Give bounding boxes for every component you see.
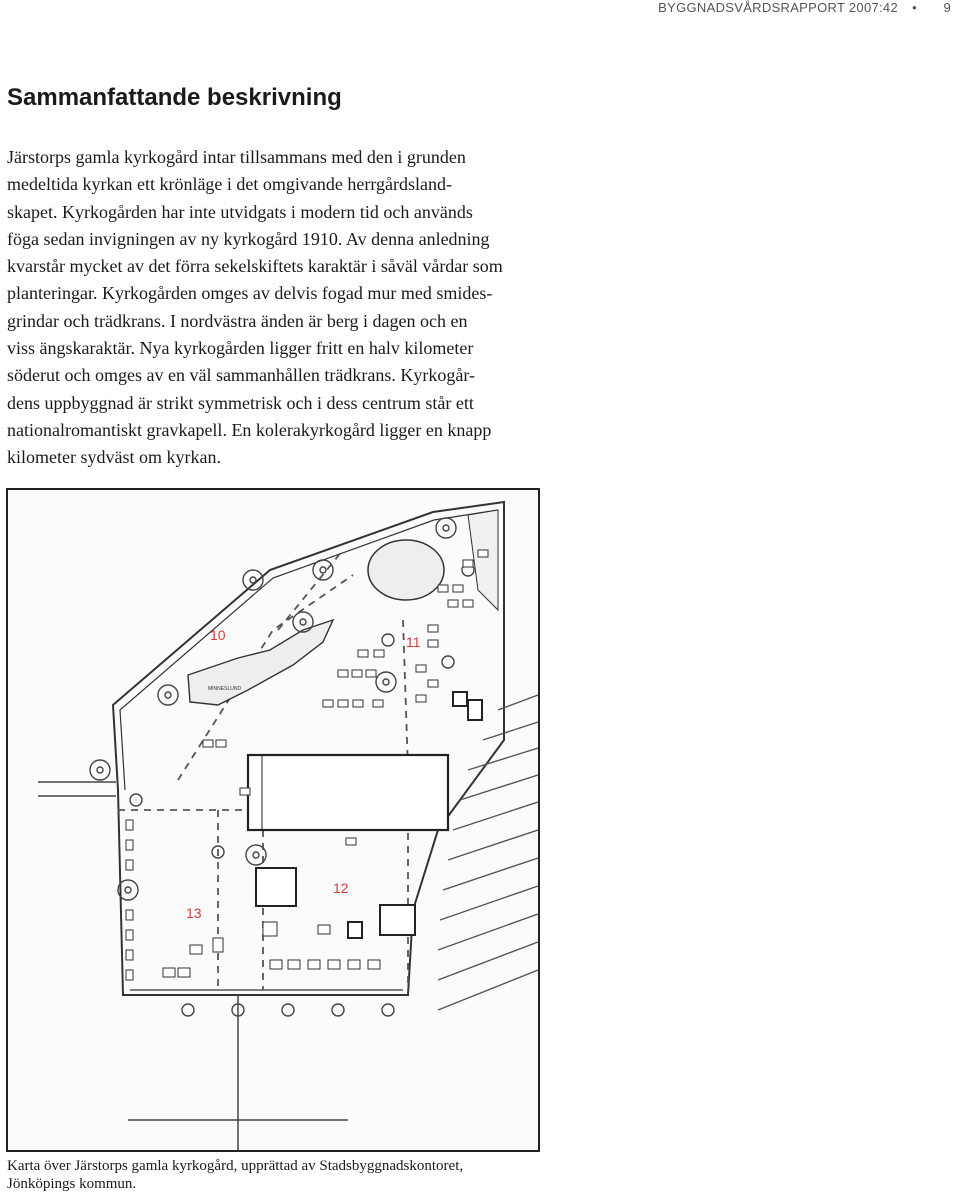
page-number: 9 — [943, 0, 951, 15]
section-heading: Sammanfattande beskrivning — [7, 84, 342, 111]
body-line: skapet. Kyrkogården har inte utvidgats i modern tid och används — [7, 201, 473, 222]
body-line: föga sedan invigningen av ny kyrkogård 1910. Av denna anledning — [7, 228, 490, 249]
tomb-enclosure — [380, 905, 415, 935]
body-line: söderut och omges av en väl sammanhållen trädkrans. Kyrkogår- — [7, 365, 475, 386]
section-label: 12 — [333, 880, 349, 896]
chapel — [248, 755, 448, 830]
tomb-enclosure — [468, 700, 482, 720]
tomb-enclosure — [256, 868, 296, 906]
body-line: kilometer sydväst om kyrkan. — [7, 447, 221, 468]
grove — [368, 540, 444, 600]
report-title: BYGGNADSVÅRDSRAPPORT 2007:42 — [658, 0, 898, 15]
section-label: 13 — [186, 905, 202, 921]
tomb-enclosure — [348, 922, 362, 938]
cemetery-map-drawing — [8, 490, 538, 1150]
caption-line: Jönköpings kommun. — [7, 1176, 137, 1192]
body-line: planteringar. Kyrkogården omges av delvis fogad mur med smides- — [7, 283, 493, 304]
body-line: dens uppbyggnad är strikt symmetrisk och i dess centrum står ett — [7, 392, 474, 413]
stone-label: MINNESLUND — [208, 686, 242, 692]
body-line: kvarstår mycket av det förra sekelskiftets karaktär i såväl vårdar som — [7, 256, 503, 277]
caption-line: Karta över Järstorps gamla kyrkogård, upprättad av Stadsbyggnadskontoret, — [7, 1158, 464, 1174]
body-line: Järstorps gamla kyrkogård intar tillsammans med den i grunden — [7, 147, 466, 167]
tomb-enclosure — [453, 692, 467, 706]
cemetery-map — [6, 488, 540, 1152]
figure-caption — [7, 1157, 567, 1193]
body-line: viss ängskaraktär. Nya kyrkogården ligger fritt en halv kilometer — [7, 338, 474, 359]
header-separator: • — [912, 0, 917, 15]
section-label: 10 — [210, 627, 226, 643]
section-label: 11 — [406, 634, 421, 650]
body-line: nationalromantiskt gravkapell. En kolerakyrkogård ligger en knapp — [7, 419, 492, 440]
boundary-wall — [113, 502, 504, 995]
body-line: medeltida kyrkan ett krönläge i det omgivande herrgårdsland- — [7, 174, 453, 195]
body-paragraph — [7, 144, 552, 472]
body-line: grindar och trädkrans. I nordvästra änden är berg i dagen och en — [7, 310, 468, 331]
